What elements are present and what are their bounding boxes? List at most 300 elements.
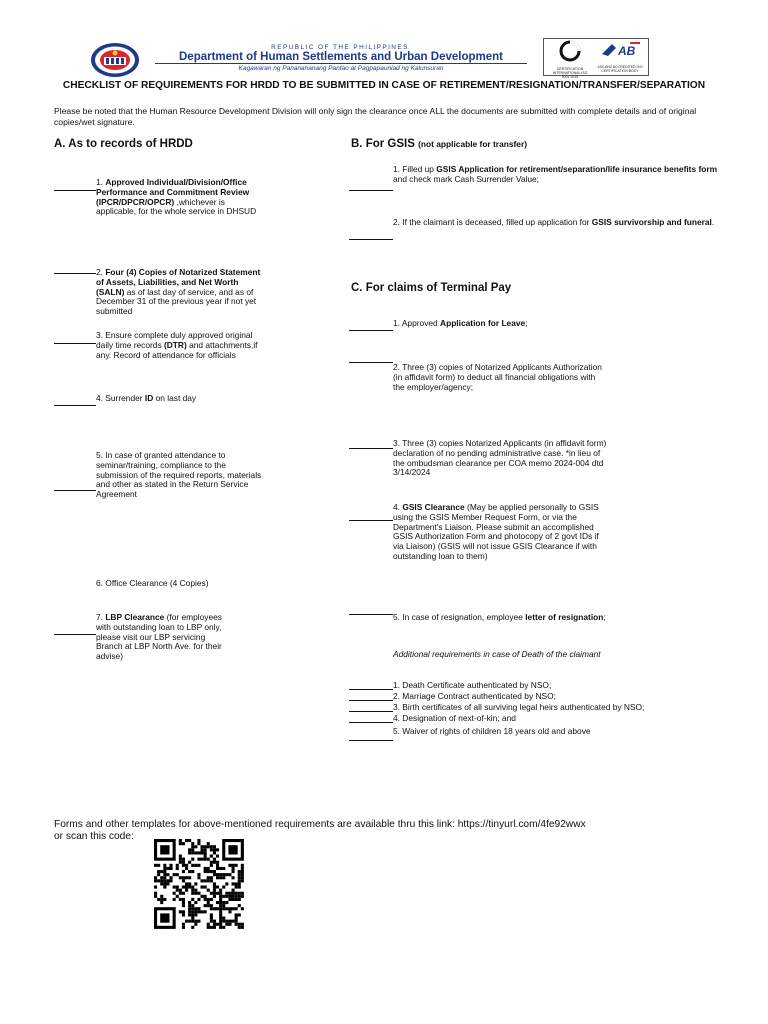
qr-module: [204, 855, 207, 858]
qr-module: [213, 873, 216, 876]
qr-module: [213, 848, 216, 851]
checkbox-line[interactable]: [54, 405, 96, 406]
qr-module: [207, 842, 210, 845]
qr-module: [201, 845, 204, 848]
qr-module: [179, 839, 182, 842]
qr-module: [188, 848, 191, 851]
qr-module: [191, 845, 194, 848]
qr-module: [222, 904, 225, 907]
checkbox-line[interactable]: [54, 634, 96, 635]
dhsud-seal-logo: [90, 42, 140, 78]
qr-module: [210, 904, 213, 907]
qr-module: [204, 851, 207, 854]
qr-module: [232, 870, 235, 873]
qr-module: [207, 926, 210, 929]
qr-module: [157, 873, 160, 876]
qr-module: [160, 879, 163, 882]
qr-module: [232, 920, 235, 923]
death-item-4: 4. Designation of next-of-kin; and: [393, 713, 516, 723]
qr-module: [154, 864, 157, 867]
section-a-item-7: [96, 613, 226, 662]
qr-module: [228, 873, 231, 876]
section-c-item-5: [393, 613, 607, 623]
qr-module: [188, 886, 191, 889]
qr-module: [154, 895, 157, 898]
qr-module: [157, 879, 160, 882]
qr-module: [163, 898, 166, 901]
qr-module: [219, 923, 222, 926]
qr-module: [219, 898, 222, 901]
qr-module: [225, 895, 228, 898]
qr-module: [163, 879, 166, 882]
qr-finder-pattern: [228, 845, 237, 854]
qr-module: [222, 895, 225, 898]
qr-module: [179, 858, 182, 861]
qr-module: [213, 907, 216, 910]
qr-finder-pattern: [160, 845, 169, 854]
qr-module: [154, 886, 157, 889]
qr-module: [207, 923, 210, 926]
qr-module: [182, 879, 185, 882]
qr-module: [210, 855, 213, 858]
checkbox-line[interactable]: [54, 273, 96, 274]
item-text: 5. In case of resignation, employee: [393, 612, 526, 622]
qr-module: [188, 861, 191, 864]
item-bold-text: GSIS survivorship and funeral: [591, 217, 712, 227]
qr-module: [241, 876, 244, 879]
templates-footer: [54, 819, 586, 843]
checkbox-line[interactable]: [54, 490, 96, 491]
qr-module: [176, 889, 179, 892]
intro-note: Please be noted that the Human Resource Development Division will only sign the clearance once ALL the documents are submitted with complete details and of original copies/wet signature.: [54, 106, 697, 127]
qr-module: [179, 898, 182, 901]
qr-module: [160, 882, 163, 885]
qr-module: [188, 920, 191, 923]
qr-module: [163, 873, 166, 876]
qr-module: [207, 876, 210, 879]
qr-module: [201, 879, 204, 882]
qr-module: [179, 855, 182, 858]
qr-module: [222, 876, 225, 879]
qr-module: [241, 864, 244, 867]
item-text: 2. Three (3) copies of Notarized Applicants Authorization (in affidavit form) to deduct all financial obligations with the employer/agency;: [393, 362, 602, 392]
qr-module: [216, 873, 219, 876]
qr-module: [238, 923, 241, 926]
qr-module: [188, 851, 191, 854]
qr-module: [235, 920, 238, 923]
qr-module: [154, 879, 157, 882]
section-a-item-4: [96, 394, 262, 404]
item-text: 1.: [96, 177, 106, 187]
checkbox-line[interactable]: [349, 689, 393, 690]
qr-module: [210, 913, 213, 916]
qr-module: [194, 845, 197, 848]
qr-module: [204, 886, 207, 889]
qr-module: [182, 901, 185, 904]
item-text: 3. Ensure complete duly approved original daily time records: [96, 330, 253, 350]
qr-module: [185, 882, 188, 885]
item-bold-text: GSIS Clearance: [402, 502, 465, 512]
qr-module: [188, 913, 191, 916]
republic-label: REPUBLIC OF THE PHILIPPINES: [271, 44, 409, 51]
qr-module: [216, 892, 219, 895]
item-text: 5. In case of granted attendance to seminar/training, compliance to the submission of the required reports, materials and other as stated in the Return Service Agreement: [96, 450, 262, 500]
checkbox-line[interactable]: [349, 520, 393, 521]
qr-module: [207, 858, 210, 861]
qr-module: [216, 848, 219, 851]
qr-finder-pattern: [160, 913, 169, 922]
qr-module: [207, 898, 210, 901]
qr-module: [232, 867, 235, 870]
qr-module: [222, 917, 225, 920]
qr-module: [197, 858, 200, 861]
qr-module: [194, 907, 197, 910]
qr-module: [182, 892, 185, 895]
qr-module: [197, 873, 200, 876]
section-c-item-2: [393, 363, 607, 392]
department-name: Department of Human Settlements and Urban Development: [179, 51, 503, 63]
header-rule: [155, 63, 527, 64]
qr-module: [207, 901, 210, 904]
checkbox-line[interactable]: [349, 448, 393, 449]
item-text: 3. Three (3) copies Notarized Applicants (in affidavit form) declaration of no pending administrative case. *in lieu of the ombudsman clearance per COA memo 2024-004 dtd 3/14/2024: [393, 438, 607, 478]
qr-module: [210, 848, 213, 851]
qr-module: [241, 873, 244, 876]
qr-module: [191, 864, 194, 867]
section-a-item-2: [96, 268, 262, 317]
qr-module: [219, 907, 222, 910]
qr-module: [154, 892, 157, 895]
qr-module: [182, 923, 185, 926]
qr-module: [194, 920, 197, 923]
qr-module: [219, 904, 222, 907]
jas-anz-logo: [596, 40, 644, 72]
item-text: 1. Approved: [393, 318, 441, 328]
qr-module: [216, 867, 219, 870]
death-requirements-heading: Additional requirements in case of Death of the claimant: [393, 649, 601, 659]
qr-module: [241, 926, 244, 929]
qr-module: [222, 873, 225, 876]
qr-module: [238, 886, 241, 889]
qr-module: [197, 842, 200, 845]
qr-module: [197, 907, 200, 910]
qr-module: [213, 858, 216, 861]
qr-module: [216, 886, 219, 889]
department-tagline: Kagawaran ng Pananahanang Pantao at Pagpapaunlad ng Kalunsuran: [238, 65, 444, 72]
section-c-item-4: [393, 503, 607, 562]
qr-module: [182, 858, 185, 861]
templates-link-text[interactable]: Forms and other templates for above-mentioned requirements are available thru this link: https://tinyurl.com/4fe92wwx: [54, 819, 586, 830]
item-bold-text: GSIS Application for retirement/separation/life insurance benefits form: [436, 164, 718, 174]
qr-module: [157, 864, 160, 867]
qr-module: [219, 910, 222, 913]
qr-module: [179, 876, 182, 879]
qr-module: [235, 923, 238, 926]
item-text: on last day: [153, 393, 197, 403]
qr-module: [182, 886, 185, 889]
qr-module: [210, 892, 213, 895]
checkbox-line[interactable]: [349, 614, 393, 615]
item-bold-text: LBP Clearance: [105, 612, 165, 622]
qr-module: [191, 920, 194, 923]
qr-module: [160, 895, 163, 898]
qr-module: [228, 898, 231, 901]
qr-module: [191, 917, 194, 920]
qr-module: [204, 870, 207, 873]
qr-module: [163, 876, 166, 879]
qr-module: [216, 855, 219, 858]
qr-module: [194, 851, 197, 854]
checkbox-line[interactable]: [349, 711, 393, 712]
qr-module: [182, 842, 185, 845]
qr-module: [228, 907, 231, 910]
qr-module: [197, 851, 200, 854]
checkbox-line[interactable]: [349, 190, 393, 191]
qr-module: [182, 926, 185, 929]
qr-module: [166, 879, 169, 882]
qr-module: [241, 879, 244, 882]
qr-module: [191, 926, 194, 929]
qr-module: [213, 923, 216, 926]
qr-module: [188, 839, 191, 842]
qr-module: [179, 861, 182, 864]
qr-module: [225, 873, 228, 876]
item-bold-text: Four (4) Copies of Notarized Statement of Assets, Liabilities, and Net Worth (SALN): [96, 267, 261, 297]
item-bold-text: ID: [144, 393, 154, 403]
item-text: 7.: [96, 612, 106, 622]
item-text: (for employees with outstanding loan to LBP only, please visit our LBP servicing Branch at LBP North Ave. for their advise): [96, 612, 222, 662]
checkbox-line[interactable]: [349, 330, 393, 331]
qr-module: [225, 920, 228, 923]
qr-module: [238, 879, 241, 882]
qr-module: [238, 895, 241, 898]
qr-module: [225, 901, 228, 904]
item-text: .: [711, 217, 715, 227]
qr-module: [219, 901, 222, 904]
qr-module: [219, 920, 222, 923]
qr-module: [232, 864, 235, 867]
qr-module: [235, 913, 238, 916]
qr-module: [185, 889, 188, 892]
qr-module: [194, 910, 197, 913]
qr-module: [182, 910, 185, 913]
page-title: CHECKLIST OF REQUIREMENTS FOR HRDD TO BE SUBMITTED IN CASE OF RETIREMENT/RESIGNATION/TRANSFER/SEPARATION: [62, 80, 706, 91]
qr-module: [210, 898, 213, 901]
qr-module: [225, 923, 228, 926]
checkbox-line[interactable]: [349, 700, 393, 701]
qr-module: [185, 876, 188, 879]
qr-module: [216, 864, 219, 867]
qr-module: [235, 898, 238, 901]
qr-module: [185, 839, 188, 842]
item-text: 4. Surrender: [96, 393, 145, 403]
qr-module: [213, 926, 216, 929]
qr-module: [194, 864, 197, 867]
qr-module: [228, 910, 231, 913]
qr-module: [191, 842, 194, 845]
qr-module: [216, 861, 219, 864]
qr-module: [216, 901, 219, 904]
qr-module: [207, 904, 210, 907]
checkbox-line[interactable]: [349, 722, 393, 723]
qr-module: [185, 920, 188, 923]
qr-module: [222, 901, 225, 904]
qr-module: [194, 901, 197, 904]
checkbox-line[interactable]: [349, 362, 393, 363]
qr-module: [188, 870, 191, 873]
qr-module: [185, 867, 188, 870]
qr-module: [238, 876, 241, 879]
qr-module: [235, 864, 238, 867]
section-a-heading: A. As to records of HRDD: [54, 138, 193, 150]
qr-module: [166, 882, 169, 885]
checkbox-line[interactable]: [349, 239, 393, 240]
qr-module: [160, 870, 163, 873]
death-item-5: 5. Waiver of rights of children 18 years old and above: [393, 726, 591, 736]
qr-module: [204, 898, 207, 901]
qr-module: [191, 889, 194, 892]
section-c-item-3: [393, 439, 607, 478]
scan-code-text: or scan this code:: [54, 831, 134, 842]
qr-module: [207, 845, 210, 848]
item-text: ;: [603, 612, 606, 622]
item-bold-text: Approved Individual/Division/Office Performance and Commitment Review (IPCR/DPCR/OPCR): [96, 177, 250, 207]
qr-module: [213, 861, 216, 864]
qr-module: [194, 913, 197, 916]
death-item-2: 2. Marriage Contract authenticated by NSO;: [393, 691, 556, 701]
qr-module: [194, 892, 197, 895]
qr-module: [170, 867, 173, 870]
qr-module: [182, 864, 185, 867]
qr-module: [216, 876, 219, 879]
qr-module: [194, 882, 197, 885]
item-text: ,whichever is applicable, for the whole service in DHSUD: [96, 196, 257, 217]
item-text: 1. Filled up: [393, 164, 437, 174]
qr-module: [176, 864, 179, 867]
qr-module: [201, 895, 204, 898]
qr-module: [210, 920, 213, 923]
qr-module: [238, 892, 241, 895]
qr-module: [232, 876, 235, 879]
qr-module: [207, 870, 210, 873]
qr-module: [188, 882, 191, 885]
qr-module: [182, 913, 185, 916]
qr-module: [213, 886, 216, 889]
qr-module: [160, 901, 163, 904]
qr-module: [235, 892, 238, 895]
qr-module: [213, 920, 216, 923]
qr-module: [235, 895, 238, 898]
qr-module: [216, 907, 219, 910]
qr-module: [191, 851, 194, 854]
qr-module: [204, 910, 207, 913]
item-text: ;: [525, 318, 528, 328]
item-bold-text: Application for Leave: [440, 318, 526, 328]
qr-module: [207, 889, 210, 892]
qr-module: [213, 895, 216, 898]
qr-module: [166, 867, 169, 870]
checkbox-line[interactable]: [54, 190, 96, 191]
qr-module: [219, 873, 222, 876]
qr-module: [219, 895, 222, 898]
qr-module: [191, 858, 194, 861]
qr-module: [204, 858, 207, 861]
qr-module: [173, 898, 176, 901]
qr-module: [210, 861, 213, 864]
qr-module: [219, 892, 222, 895]
qr-module: [182, 898, 185, 901]
qr-module: [191, 904, 194, 907]
item-text: 2. If the claimant is deceased, filled up application for: [393, 217, 592, 227]
item-text: 2.: [96, 267, 106, 277]
qr-module: [219, 876, 222, 879]
qr-module: [222, 886, 225, 889]
qr-module: [222, 920, 225, 923]
qr-module: [225, 892, 228, 895]
section-b-item-1: [393, 165, 723, 185]
iso-certification-logo: [546, 40, 594, 79]
qr-module: [201, 910, 204, 913]
qr-module: [222, 867, 225, 870]
qr-module: [210, 879, 213, 882]
checkbox-line[interactable]: [349, 740, 393, 741]
item-bold-text: letter of resignation: [525, 612, 604, 622]
qr-module: [232, 882, 235, 885]
qr-module: [166, 873, 169, 876]
qr-module: [191, 848, 194, 851]
qr-module: [182, 876, 185, 879]
qr-module: [191, 913, 194, 916]
qr-code-image: [152, 839, 248, 929]
item-text: (May be applied personally to GSIS using the GSIS Member Request Form, or via the Department's Liaison. Please submit an accomplished GSIS Authorization Form and photocopy of 2 govt IDs if via Liaison) (GSIS will not issue GSIS Clearance if with outstanding loan to them): [393, 502, 599, 561]
iso-certification-text: CERTIFICATION INTERNATIONAL ISO 9001:2015: [552, 67, 588, 79]
qr-module: [191, 886, 194, 889]
qr-module: [185, 864, 188, 867]
qr-module: [219, 913, 222, 916]
qr-module: [176, 886, 179, 889]
section-a-item-3: [96, 331, 262, 360]
qr-module: [241, 867, 244, 870]
qr-module: [232, 898, 235, 901]
section-a-item-1: [96, 178, 262, 217]
section-b-heading: [351, 138, 527, 150]
qr-module: [228, 895, 231, 898]
qr-module: [157, 870, 160, 873]
section-b-title: B. For GSIS: [351, 138, 415, 150]
item-text: 4.: [393, 502, 403, 512]
qr-module: [188, 876, 191, 879]
qr-module: [232, 889, 235, 892]
qr-module: [191, 870, 194, 873]
qr-module: [228, 892, 231, 895]
qr-module: [213, 851, 216, 854]
qr-module: [235, 907, 238, 910]
checkbox-line[interactable]: [54, 343, 96, 344]
qr-module: [185, 886, 188, 889]
qr-module: [210, 876, 213, 879]
qr-module: [241, 895, 244, 898]
qr-module: [160, 876, 163, 879]
item-text: 6. Office Clearance (4 Copies): [96, 578, 209, 588]
qr-module: [163, 886, 166, 889]
qr-module: [238, 898, 241, 901]
qr-module: [222, 926, 225, 929]
qr-module: [210, 864, 213, 867]
item-text: and attachments,if any. Record of attendance for officials: [96, 339, 258, 360]
qr-module: [170, 879, 173, 882]
qr-module: [210, 870, 213, 873]
qr-module: [191, 898, 194, 901]
